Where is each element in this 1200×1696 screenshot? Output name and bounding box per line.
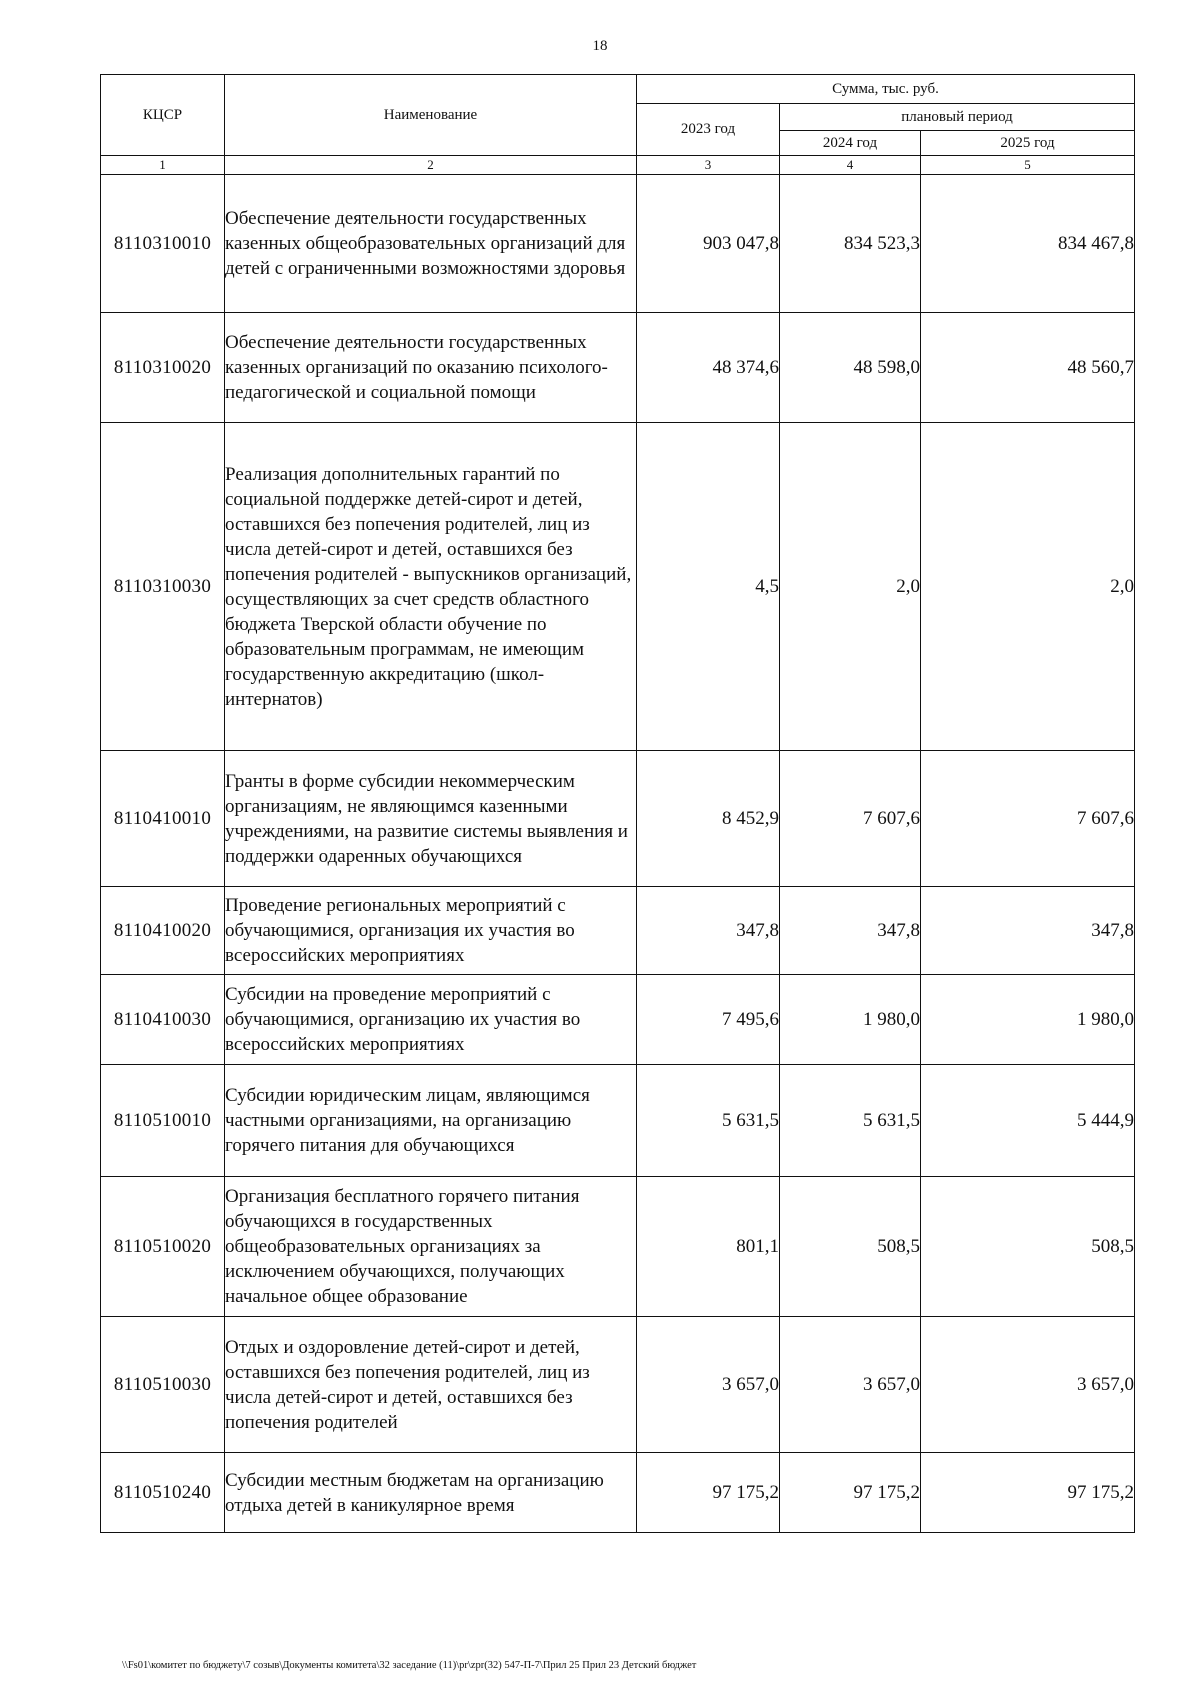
column-number-row <box>101 156 1135 175</box>
item-name: Проведение региональных мероприятий с обучающимися, организация их участия во всероссийских мероприятиях <box>225 887 637 975</box>
amount-2023: 48 374,6 <box>637 313 780 423</box>
table-row <box>101 1065 1135 1177</box>
column-number: 5 <box>921 156 1135 175</box>
amount-2024: 97 175,2 <box>780 1453 921 1533</box>
amount-2024: 3 657,0 <box>780 1317 921 1453</box>
amount-2023: 347,8 <box>637 887 780 975</box>
column-number: 4 <box>780 156 921 175</box>
amount-2023: 903 047,8 <box>637 175 780 313</box>
column-number: 1 <box>101 156 225 175</box>
header-kcsr: КЦСР <box>101 75 225 156</box>
amount-2024: 508,5 <box>780 1177 921 1317</box>
amount-2025: 347,8 <box>921 887 1135 975</box>
kcsr-code: 8110410020 <box>101 887 225 975</box>
item-name: Субсидии местным бюджетам на организацию отдыха детей в каникулярное время <box>225 1453 637 1533</box>
amount-2023: 8 452,9 <box>637 751 780 887</box>
table-row <box>101 887 1135 975</box>
amount-2025: 2,0 <box>921 423 1135 751</box>
table-row <box>101 1317 1135 1453</box>
amount-2023: 97 175,2 <box>637 1453 780 1533</box>
amount-2023: 801,1 <box>637 1177 780 1317</box>
item-name: Субсидии на проведение мероприятий с обучающимися, организацию их участия во всероссийских мероприятиях <box>225 975 637 1065</box>
amount-2023: 4,5 <box>637 423 780 751</box>
table-row <box>101 175 1135 313</box>
amount-2024: 5 631,5 <box>780 1065 921 1177</box>
kcsr-code: 8110310030 <box>101 423 225 751</box>
header-name: Наименование <box>225 75 637 156</box>
header-planning-period: плановый период <box>780 104 1135 131</box>
table-row <box>101 313 1135 423</box>
budget-table <box>100 74 1135 1533</box>
header-sum: Сумма, тыс. руб. <box>637 75 1135 104</box>
item-name: Отдых и оздоровление детей-сирот и детей, оставшихся без попечения родителей, лиц из числа детей-сирот и детей, оставшихся без попечения родителей <box>225 1317 637 1453</box>
amount-2023: 5 631,5 <box>637 1065 780 1177</box>
amount-2023: 3 657,0 <box>637 1317 780 1453</box>
item-name: Организация бесплатного горячего питания обучающихся в государственных общеобразовательных организациях за исключением обучающихся, получающих начальное общее образование <box>225 1177 637 1317</box>
kcsr-code: 8110510030 <box>101 1317 225 1453</box>
item-name: Обеспечение деятельности государственных казенных организаций по оказанию психолого-педагогической и социальной помощи <box>225 313 637 423</box>
amount-2024: 7 607,6 <box>780 751 921 887</box>
kcsr-code: 8110310020 <box>101 313 225 423</box>
footer-file-path: \\Fs01\комитет по бюджету\7 созыв\Документы комитета\32 заседание (11)\pr\zpr(32) 547-П-7\Прил 25 Прил 23 Детский бюджет <box>122 1660 697 1671</box>
item-name: Гранты в форме субсидии некоммерческим организациям, не являющимся казенными учреждениями, на развитие системы выявления и поддержки одаренных обучающихся <box>225 751 637 887</box>
table-row <box>101 1453 1135 1533</box>
amount-2024: 1 980,0 <box>780 975 921 1065</box>
kcsr-code: 8110510010 <box>101 1065 225 1177</box>
header-year-2024: 2024 год <box>780 131 921 156</box>
item-name: Реализация дополнительных гарантий по социальной поддержке детей-сирот и детей, оставшихся без попечения родителей, лиц из числа детей-сирот и детей, оставшихся без попечения родителей - выпускников организаций, осуществляющих за счет средств областного бюджета Тверской области обучение по образовательным программам, не имеющим государственную аккредитацию (школ-интернатов) <box>225 423 637 751</box>
table-row <box>101 751 1135 887</box>
amount-2024: 834 523,3 <box>780 175 921 313</box>
table-row <box>101 1177 1135 1317</box>
table-row <box>101 423 1135 751</box>
amount-2024: 2,0 <box>780 423 921 751</box>
amount-2025: 5 444,9 <box>921 1065 1135 1177</box>
amount-2023: 7 495,6 <box>637 975 780 1065</box>
kcsr-code: 8110410010 <box>101 751 225 887</box>
header-year-2025: 2025 год <box>921 131 1135 156</box>
page-number: 18 <box>592 38 608 54</box>
amount-2025: 834 467,8 <box>921 175 1135 313</box>
amount-2025: 1 980,0 <box>921 975 1135 1065</box>
amount-2025: 3 657,0 <box>921 1317 1135 1453</box>
kcsr-code: 8110510240 <box>101 1453 225 1533</box>
amount-2024: 48 598,0 <box>780 313 921 423</box>
item-name: Обеспечение деятельности государственных казенных общеобразовательных организаций для детей с ограниченными возможностями здоровья <box>225 175 637 313</box>
amount-2025: 48 560,7 <box>921 313 1135 423</box>
item-name: Субсидии юридическим лицам, являющимся частными организациями, на организацию горячего питания для обучающихся <box>225 1065 637 1177</box>
kcsr-code: 8110310010 <box>101 175 225 313</box>
column-number: 3 <box>637 156 780 175</box>
table-row <box>101 975 1135 1065</box>
kcsr-code: 8110510020 <box>101 1177 225 1317</box>
amount-2025: 508,5 <box>921 1177 1135 1317</box>
amount-2025: 97 175,2 <box>921 1453 1135 1533</box>
header-year-2023: 2023 год <box>637 104 780 156</box>
amount-2024: 347,8 <box>780 887 921 975</box>
column-number: 2 <box>225 156 637 175</box>
amount-2025: 7 607,6 <box>921 751 1135 887</box>
kcsr-code: 8110410030 <box>101 975 225 1065</box>
